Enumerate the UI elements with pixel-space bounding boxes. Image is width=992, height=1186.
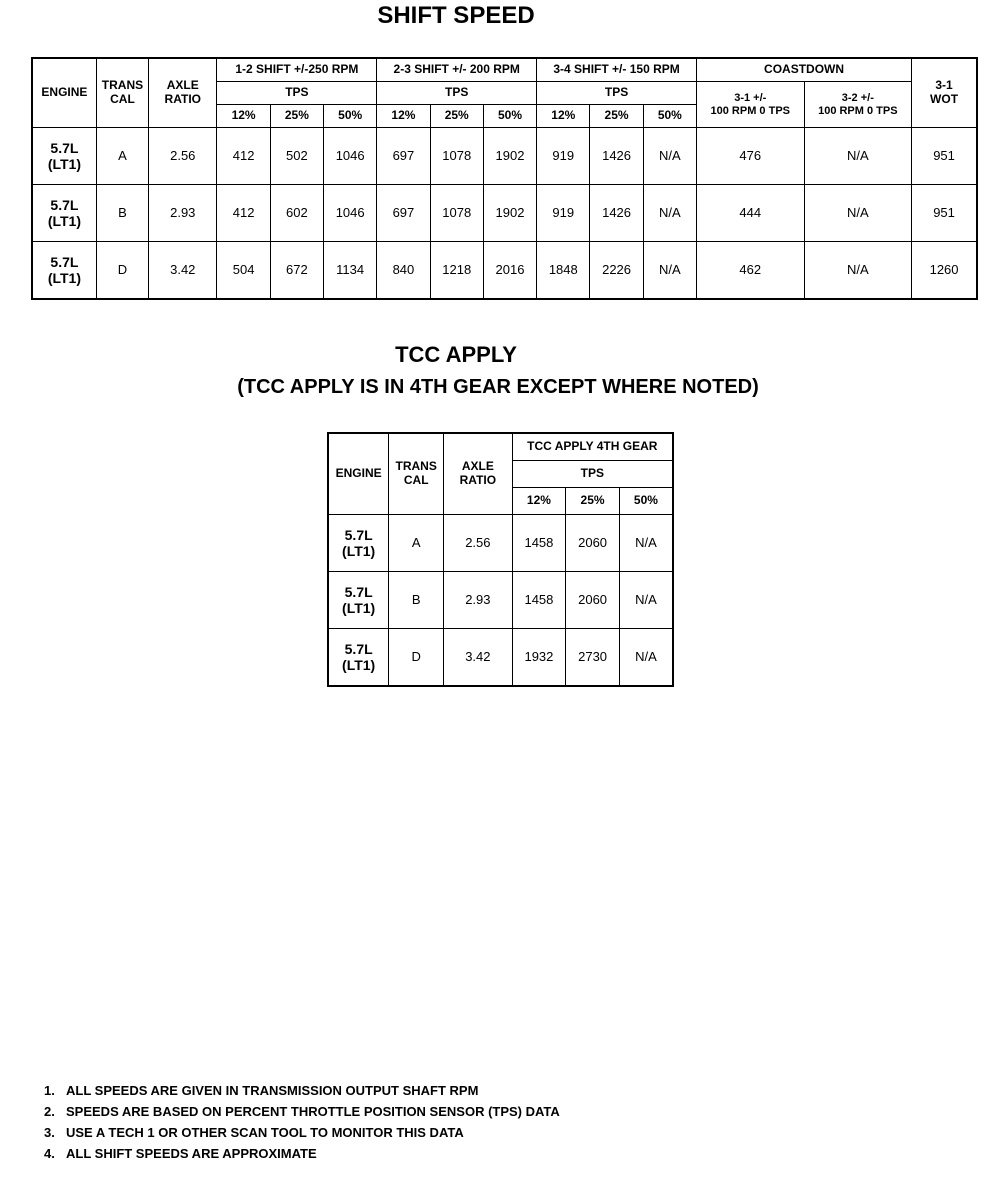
rpm-cell: 1902 — [483, 128, 536, 185]
rpm-cell: 919 — [537, 128, 590, 185]
rpm-cell: 951 — [912, 128, 977, 185]
rpm-cell: 840 — [377, 242, 430, 300]
rpm-cell: 602 — [270, 185, 323, 242]
shift-header-23: 2-3 SHIFT +/- 200 RPM — [377, 58, 537, 82]
shift-header-pct: 50% — [643, 105, 696, 128]
shift-header-tps: TPS — [377, 82, 537, 105]
note-item — [44, 1122, 560, 1143]
rpm-cell: N/A — [619, 515, 673, 572]
shift-header-pct: 50% — [324, 105, 377, 128]
shift-header-12: 1-2 SHIFT +/-250 RPM — [217, 58, 377, 82]
notes-list — [44, 1080, 560, 1164]
engine-cell: 5.7L (LT1) — [32, 242, 96, 300]
rpm-cell: 1458 — [512, 515, 566, 572]
tcc-header-axle: AXLE RATIO — [444, 433, 513, 515]
rpm-cell: 1218 — [430, 242, 483, 300]
shift-header-pct: 25% — [270, 105, 323, 128]
note-item — [44, 1143, 560, 1164]
engine-cell: 5.7L (LT1) — [32, 185, 96, 242]
note-number: 4. — [44, 1146, 55, 1161]
tcc-apply-subtitle: (TCC APPLY IS IN 4TH GEAR EXCEPT WHERE NOTED) — [237, 376, 759, 398]
tcc-header-pct: 12% — [512, 488, 566, 515]
tcc-header-trans: TRANS CAL — [389, 433, 444, 515]
rpm-cell: N/A — [804, 242, 912, 300]
shift-header-pct: 12% — [537, 105, 590, 128]
rpm-cell: 1932 — [512, 629, 566, 687]
rpm-cell: 1426 — [590, 185, 643, 242]
rpm-cell: 1902 — [483, 185, 536, 242]
shift-header-coast-32: 3-2 +/- 100 RPM 0 TPS — [804, 82, 912, 128]
rpm-cell: 2226 — [590, 242, 643, 300]
engine-cell: 5.7L (LT1) — [328, 572, 389, 629]
rpm-cell: 697 — [377, 185, 430, 242]
rpm-cell: N/A — [643, 128, 696, 185]
rpm-cell: 2060 — [566, 515, 620, 572]
rpm-cell: 672 — [270, 242, 323, 300]
axle-cell: 3.42 — [444, 629, 513, 687]
rpm-cell: 1260 — [912, 242, 977, 300]
rpm-cell: 2060 — [566, 572, 620, 629]
rpm-cell: 476 — [696, 128, 804, 185]
table-row — [32, 185, 977, 242]
tcc-apply-title: TCC APPLY — [395, 342, 517, 367]
table-row — [32, 128, 977, 185]
rpm-cell: 504 — [217, 242, 270, 300]
shift-header-pct: 12% — [377, 105, 430, 128]
axle-cell: 2.56 — [149, 128, 217, 185]
tcc-header-pct: 50% — [619, 488, 673, 515]
table-row — [328, 629, 673, 687]
note-item — [44, 1101, 560, 1122]
shift-header-trans: TRANS CAL — [96, 58, 148, 128]
shift-header-engine: ENGINE — [32, 58, 96, 128]
trans-cell: B — [389, 572, 444, 629]
shift-header-coast-31: 3-1 +/- 100 RPM 0 TPS — [696, 82, 804, 128]
rpm-cell: N/A — [804, 185, 912, 242]
engine-cell: 5.7L (LT1) — [328, 515, 389, 572]
rpm-cell: N/A — [804, 128, 912, 185]
note-text: ALL SHIFT SPEEDS ARE APPROXIMATE — [66, 1146, 317, 1161]
rpm-cell: 1848 — [537, 242, 590, 300]
rpm-cell: 1078 — [430, 128, 483, 185]
shift-header-34: 3-4 SHIFT +/- 150 RPM — [537, 58, 697, 82]
tcc-header-tps: TPS — [512, 461, 673, 488]
rpm-cell: N/A — [643, 185, 696, 242]
rpm-cell: 1134 — [324, 242, 377, 300]
shift-header-pct: 12% — [217, 105, 270, 128]
trans-cell: A — [389, 515, 444, 572]
rpm-cell: N/A — [643, 242, 696, 300]
engine-cell: 5.7L (LT1) — [32, 128, 96, 185]
shift-header-wot: 3-1 WOT — [912, 58, 977, 128]
rpm-cell: 502 — [270, 128, 323, 185]
shift-header-pct: 25% — [430, 105, 483, 128]
axle-cell: 3.42 — [149, 242, 217, 300]
rpm-cell: 951 — [912, 185, 977, 242]
shift-speed-table — [31, 57, 978, 300]
rpm-cell: 412 — [217, 128, 270, 185]
tcc-header-pct: 25% — [566, 488, 620, 515]
trans-cell: D — [96, 242, 148, 300]
engine-cell: 5.7L (LT1) — [328, 629, 389, 687]
shift-header-pct: 50% — [483, 105, 536, 128]
tcc-apply-table — [327, 432, 674, 687]
rpm-cell: 1078 — [430, 185, 483, 242]
shift-header-coastdown: COASTDOWN — [696, 58, 911, 82]
axle-cell: 2.93 — [444, 572, 513, 629]
rpm-cell: 2730 — [566, 629, 620, 687]
rpm-cell: 919 — [537, 185, 590, 242]
tcc-header-engine: ENGINE — [328, 433, 389, 515]
note-number: 1. — [44, 1083, 55, 1098]
axle-cell: 2.93 — [149, 185, 217, 242]
table-row — [32, 242, 977, 300]
shift-header-tps: TPS — [217, 82, 377, 105]
shift-header-tps: TPS — [537, 82, 697, 105]
rpm-cell: 1046 — [324, 185, 377, 242]
shift-header-pct: 25% — [590, 105, 643, 128]
tcc-header-group: TCC APPLY 4TH GEAR — [512, 433, 673, 461]
rpm-cell: N/A — [619, 572, 673, 629]
table-row — [328, 572, 673, 629]
rpm-cell: 697 — [377, 128, 430, 185]
trans-cell: B — [96, 185, 148, 242]
axle-cell: 2.56 — [444, 515, 513, 572]
shift-speed-title: SHIFT SPEED — [377, 2, 535, 29]
rpm-cell: 1426 — [590, 128, 643, 185]
table-row — [328, 515, 673, 572]
note-text: ALL SPEEDS ARE GIVEN IN TRANSMISSION OUTPUT SHAFT RPM — [66, 1083, 479, 1098]
note-text: SPEEDS ARE BASED ON PERCENT THROTTLE POSITION SENSOR (TPS) DATA — [66, 1104, 560, 1119]
note-number: 3. — [44, 1125, 55, 1140]
rpm-cell: N/A — [619, 629, 673, 687]
shift-header-axle: AXLE RATIO — [149, 58, 217, 128]
rpm-cell: 1458 — [512, 572, 566, 629]
rpm-cell: 412 — [217, 185, 270, 242]
trans-cell: D — [389, 629, 444, 687]
rpm-cell: 2016 — [483, 242, 536, 300]
note-item — [44, 1080, 560, 1101]
rpm-cell: 462 — [696, 242, 804, 300]
note-number: 2. — [44, 1104, 55, 1119]
note-text: USE A TECH 1 OR OTHER SCAN TOOL TO MONITOR THIS DATA — [66, 1125, 464, 1140]
rpm-cell: 444 — [696, 185, 804, 242]
rpm-cell: 1046 — [324, 128, 377, 185]
trans-cell: A — [96, 128, 148, 185]
